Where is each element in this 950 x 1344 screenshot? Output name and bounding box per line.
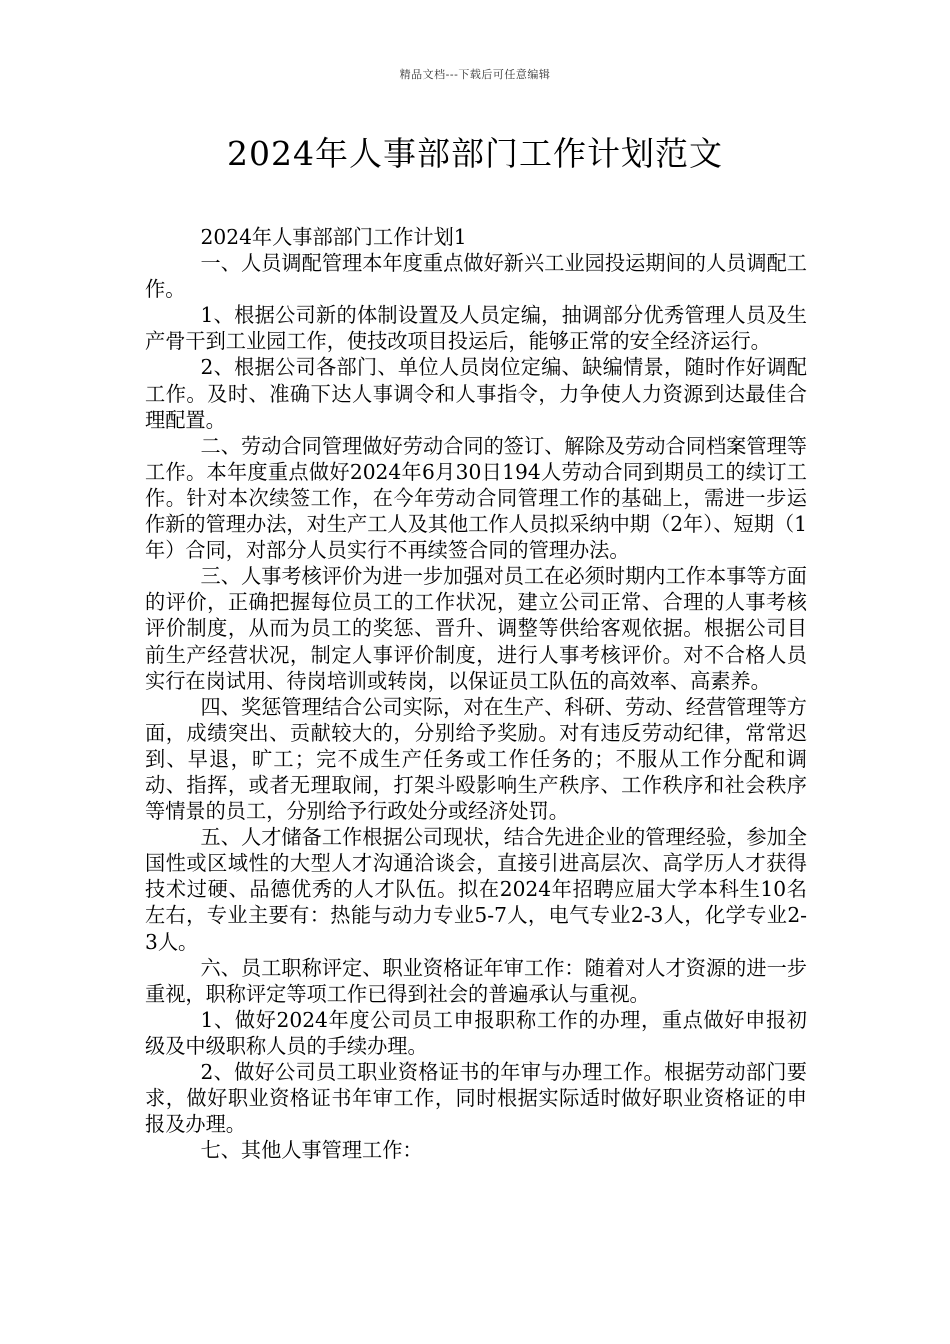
paragraph-item-6-1: 1、做好2024年度公司员工申报职称工作的办理，重点做好申报初级及中级职称人员的手续办理。 xyxy=(145,1007,807,1058)
paragraph-item-1-1: 1、根据公司新的体制设置及人员定编，抽调部分优秀管理人员及生产骨干到工业园工作，使技改项目投运后，能够正常的安全经济运行。 xyxy=(145,303,807,354)
paragraph-section-2: 二、劳动合同管理做好劳动合同的签订、解除及劳动合同档案管理等工作。本年度重点做好2024年6月30日194人劳动合同到期员工的续订工作。针对本次续签工作，在今年劳动合同管理工作的基础上，需进一步运作新的管理办法，对生产工人及其他工作人员拟采纳中期（2年）、短期（1年）合同，对部分人员实行不再续签合同的管理办法。 xyxy=(145,433,807,563)
paragraph-section-5: 五、人才储备工作根据公司现状，结合先进企业的管理经验，参加全国性或区域性的大型人才沟通洽谈会，直接引进高层次、高学历人才获得技术过硬、品德优秀的人才队伍。拟在2024年招聘应届大学本科生10名左右，专业主要有：热能与动力专业5-7人，电气专业2-3人，化学专业2-3人。 xyxy=(145,825,807,954)
document-title: 2024年人事部部门工作计划范文 xyxy=(227,134,723,173)
paragraph-section-3: 三、人事考核评价为进一步加强对员工在必须时期内工作本事等方面的评价，正确把握每位员工的工作状况，建立公司正常、合理的人事考核评价制度，从而为员工的奖惩、晋升、调整等供给客观依据。根据公司目前生产经营状况，制定人事评价制度，进行人事考核评价。对不合格人员实行在岗试用、待岗培训或转岗，以保证员工队伍的高效率、高素养。 xyxy=(145,564,807,693)
paragraph-section-6: 六、员工职称评定、职业资格证年审工作：随着对人才资源的进一步重视，职称评定等项工作已得到社会的普遍承认与重视。 xyxy=(145,955,807,1006)
paragraph-item-6-2: 2、做好公司员工职业资格证书的年审与办理工作。根据劳动部门要求，做好职业资格证书年审工作，同时根据实际适时做好职业资格证的申报及办理。 xyxy=(145,1060,807,1137)
paragraph-section-4: 四、奖惩管理结合公司实际，对在生产、科研、劳动、经营管理等方面，成绩突出、贡献较大的，分别给予奖励。对有违反劳动纪律，常常迟到、早退，旷工；完不成生产任务或工作任务的；不服从工作分配和调动、指挥，或者无理取闹，打架斗殴影响生产秩序、工作秩序和社会秩序等情景的员工，分别给予行政处分或经济处罚。 xyxy=(145,694,807,824)
paragraph-section-7: 七、其他人事管理工作： xyxy=(200,1138,423,1163)
document-body xyxy=(145,224,807,1163)
paragraph-section-1: 一、人员调配管理本年度重点做好新兴工业园投运期间的人员调配工作。 xyxy=(145,251,807,302)
paragraph-item-1-2: 2、根据公司各部门、单位人员岗位定编、缺编情景，随时作好调配工作。及时、准确下达人事调令和人事指令，力争使人力资源到达最佳合理配置。 xyxy=(145,355,807,432)
header-note: 精品文档---下载后可任意编辑 xyxy=(399,68,551,81)
paragraph-subtitle: 2024年人事部部门工作计划1 xyxy=(200,225,467,249)
